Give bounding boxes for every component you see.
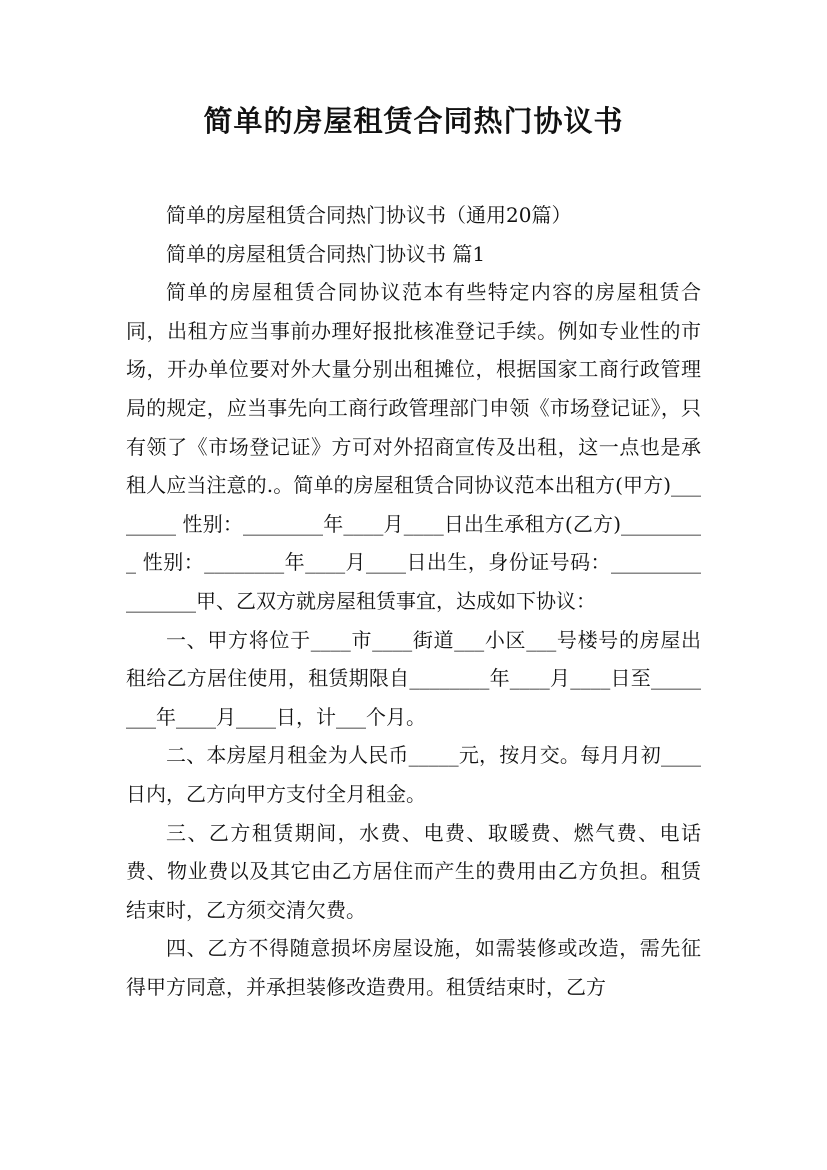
paragraph-section-heading: 简单的房屋租赁合同热门协议书 篇1 (166, 241, 486, 266)
paragraph-clause-1: 一、甲方将位于____市____街道___小区___号楼号的房屋出租给乙方居住使用，租赁期限自________年____月____日至________年____月____日，计___个月。 (126, 627, 701, 729)
paragraph-subtitle: 简单的房屋租赁合同热门协议书（通用20篇） (166, 203, 572, 227)
paragraph-intro: 简单的房屋租赁合同协议范本有些特定内容的房屋租赁合同，出租方应当事前办理好报批核准登记手续。例如专业性的市场，开办单位要对外大量分别出租摊位，根据国家工商行政管理局的规定，应当事先向工商行政管理部门申领《市场登记证》，只有领了《市场登记证》方可对外招商宣传及出租，这一点也是承租人应当注意的.。简单的房屋租赁合同协议范本出租方(甲方)________ 性别：________年____月____日出生承租方(乙方)_________ 性别：________年____月____日出生，身份证号码：________________甲、乙双方就房屋租赁事宜，达成如下协议： (126, 280, 701, 613)
paragraph-clause-2: 二、本房屋月租金为人民币_____元，按月交。每月月初____日内，乙方向甲方支付全月租金。 (126, 743, 701, 806)
paragraph-clause-4: 四、乙方不得随意损坏房屋设施，如需装修或改造，需先征得甲方同意，并承担装修改造费用。租赁结束时，乙方 (126, 936, 701, 999)
paragraph-clause-3: 三、乙方租赁期间，水费、电费、取暖费、燃气费、电话费、物业费以及其它由乙方居住而产生的费用由乙方负担。租赁结束时，乙方须交清欠费。 (126, 820, 701, 922)
document-title: 简单的房屋租赁合同热门协议书 (203, 104, 624, 138)
